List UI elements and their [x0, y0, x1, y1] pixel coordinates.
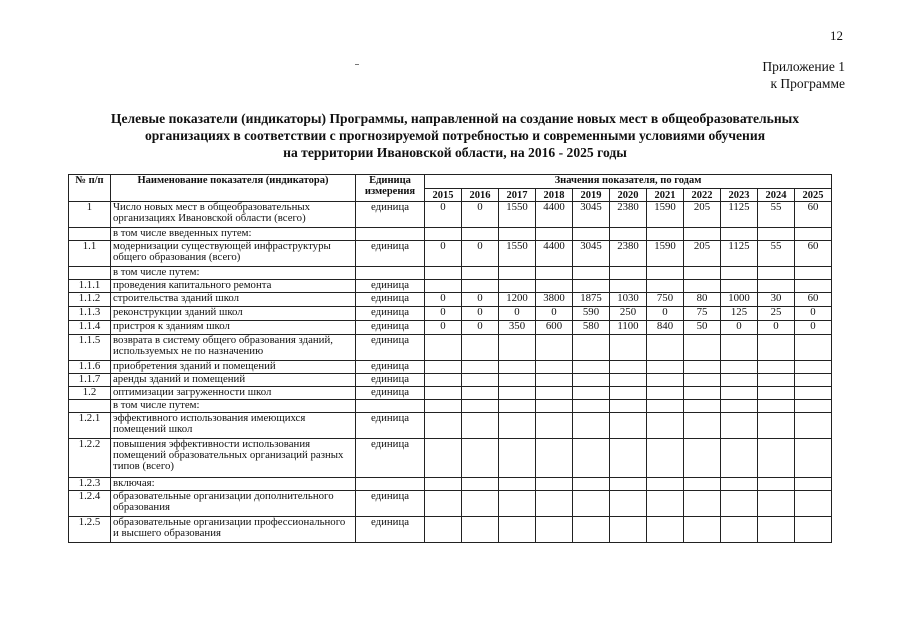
value-cell [684, 387, 721, 400]
value-cell [536, 478, 573, 491]
value-cell [499, 361, 536, 374]
value-cell [647, 439, 684, 478]
value-cell [647, 517, 684, 543]
value-cell [536, 361, 573, 374]
value-cell [795, 517, 832, 543]
unit-cell: единица [356, 413, 425, 439]
value-cell [462, 478, 499, 491]
value-cell [499, 374, 536, 387]
value-cell: 60 [795, 241, 832, 267]
table-row [69, 202, 832, 228]
row-number: 1.2 [69, 387, 111, 400]
value-cell [684, 400, 721, 413]
row-number: 1.2.5 [69, 517, 111, 543]
value-cell [647, 374, 684, 387]
value-cell [795, 491, 832, 517]
header-unit: Единица измерения [356, 175, 425, 202]
value-cell [758, 267, 795, 280]
value-cell [758, 228, 795, 241]
table-row [69, 280, 832, 293]
value-cell [684, 280, 721, 293]
value-cell [462, 267, 499, 280]
indicator-name: возврата в систему общего образования зданий, используемых не по назначению [111, 335, 356, 361]
value-cell [721, 491, 758, 517]
indicators-table [68, 174, 832, 543]
value-cell [647, 361, 684, 374]
value-cell [721, 387, 758, 400]
value-cell: 55 [758, 241, 795, 267]
scan-speck [355, 64, 359, 65]
table-row [69, 374, 832, 387]
page-number: 12 [830, 28, 843, 43]
value-cell: 0 [536, 307, 573, 321]
value-cell: 205 [684, 202, 721, 228]
value-cell [758, 413, 795, 439]
value-cell: 1550 [499, 202, 536, 228]
value-cell [795, 335, 832, 361]
value-cell [536, 280, 573, 293]
indicator-name: проведения капитального ремонта [111, 280, 356, 293]
unit-cell: единица [356, 202, 425, 228]
unit-cell: единица [356, 517, 425, 543]
indicator-name: Число новых мест в общеобразовательных организациях Ивановской области (всего) [111, 202, 356, 228]
row-number: 1.2.1 [69, 413, 111, 439]
value-cell: 2380 [610, 241, 647, 267]
value-cell [721, 517, 758, 543]
value-cell: 0 [425, 293, 462, 307]
indicator-name: в том числе путем: [111, 400, 356, 413]
value-cell [647, 280, 684, 293]
value-cell: 0 [425, 321, 462, 335]
value-cell [536, 413, 573, 439]
value-cell [462, 335, 499, 361]
value-cell [425, 267, 462, 280]
value-cell: 1030 [610, 293, 647, 307]
value-cell [462, 361, 499, 374]
value-cell: 0 [462, 293, 499, 307]
value-cell: 50 [684, 321, 721, 335]
value-cell [425, 374, 462, 387]
value-cell: 350 [499, 321, 536, 335]
value-cell [610, 439, 647, 478]
value-cell [499, 400, 536, 413]
value-cell [425, 361, 462, 374]
value-cell [721, 439, 758, 478]
value-cell [647, 387, 684, 400]
value-cell [795, 280, 832, 293]
value-cell: 60 [795, 202, 832, 228]
value-cell [610, 413, 647, 439]
value-cell: 0 [462, 307, 499, 321]
value-cell: 2380 [610, 202, 647, 228]
value-cell [647, 228, 684, 241]
header-year: 2016 [462, 189, 499, 202]
header-year: 2023 [721, 189, 758, 202]
value-cell [573, 439, 610, 478]
row-number: 1.1.6 [69, 361, 111, 374]
table-row [69, 241, 832, 267]
value-cell [795, 228, 832, 241]
table-row [69, 307, 832, 321]
value-cell [684, 374, 721, 387]
value-cell: 0 [462, 321, 499, 335]
value-cell [462, 439, 499, 478]
value-cell [499, 228, 536, 241]
value-cell [573, 335, 610, 361]
row-number: 1.1.2 [69, 293, 111, 307]
value-cell [573, 387, 610, 400]
value-cell: 750 [647, 293, 684, 307]
value-cell [425, 439, 462, 478]
value-cell [462, 387, 499, 400]
header-num: № п/п [69, 175, 111, 202]
value-cell [647, 335, 684, 361]
table-row [69, 335, 832, 361]
value-cell [610, 267, 647, 280]
value-cell [758, 517, 795, 543]
header-year: 2020 [610, 189, 647, 202]
value-cell [499, 335, 536, 361]
value-cell: 3045 [573, 202, 610, 228]
value-cell [499, 439, 536, 478]
header-year: 2019 [573, 189, 610, 202]
table-row [69, 228, 832, 241]
value-cell [573, 361, 610, 374]
value-cell [758, 400, 795, 413]
title-line-2: организациях в соответствии с прогнозируемой потребностью и современными условиями обучения [144, 128, 766, 143]
value-cell [721, 478, 758, 491]
value-cell: 0 [499, 307, 536, 321]
table-row [69, 439, 832, 478]
value-cell: 60 [795, 293, 832, 307]
value-cell: 0 [758, 321, 795, 335]
value-cell [499, 491, 536, 517]
header-name: Наименование показателя (индикатора) [111, 175, 356, 202]
value-cell [684, 335, 721, 361]
value-cell [573, 374, 610, 387]
value-cell [536, 400, 573, 413]
value-cell [536, 228, 573, 241]
value-cell [647, 413, 684, 439]
value-cell [462, 400, 499, 413]
indicator-name: включая: [111, 478, 356, 491]
unit-cell: единица [356, 361, 425, 374]
value-cell [795, 267, 832, 280]
document-title [60, 110, 850, 161]
unit-cell: единица [356, 241, 425, 267]
value-cell [758, 361, 795, 374]
value-cell: 600 [536, 321, 573, 335]
value-cell [610, 400, 647, 413]
table-row [69, 517, 832, 543]
value-cell: 250 [610, 307, 647, 321]
table-row [69, 413, 832, 439]
value-cell: 0 [425, 307, 462, 321]
value-cell: 3800 [536, 293, 573, 307]
row-number: 1 [69, 202, 111, 228]
unit-cell: единица [356, 321, 425, 335]
value-cell [425, 280, 462, 293]
value-cell [536, 335, 573, 361]
unit-cell: единица [356, 439, 425, 478]
value-cell [536, 517, 573, 543]
value-cell [462, 413, 499, 439]
value-cell [721, 228, 758, 241]
value-cell [462, 228, 499, 241]
value-cell [721, 374, 758, 387]
value-cell: 0 [425, 241, 462, 267]
indicator-name: строительства зданий школ [111, 293, 356, 307]
header-year: 2018 [536, 189, 573, 202]
value-cell: 0 [425, 202, 462, 228]
indicator-name: эффективного использования имеющихся помещений школ [111, 413, 356, 439]
value-cell: 1550 [499, 241, 536, 267]
indicator-name: образовательные организации дополнительного образования [111, 491, 356, 517]
value-cell [573, 267, 610, 280]
value-cell: 1200 [499, 293, 536, 307]
value-cell [795, 361, 832, 374]
row-number: 1.1.7 [69, 374, 111, 387]
value-cell [758, 374, 795, 387]
header-year: 2017 [499, 189, 536, 202]
indicator-name: оптимизации загруженности школ [111, 387, 356, 400]
value-cell [721, 413, 758, 439]
value-cell: 1590 [647, 241, 684, 267]
value-cell [499, 280, 536, 293]
value-cell [536, 491, 573, 517]
value-cell [684, 478, 721, 491]
value-cell [610, 478, 647, 491]
value-cell [684, 267, 721, 280]
value-cell [647, 478, 684, 491]
unit-cell [356, 400, 425, 413]
value-cell [573, 517, 610, 543]
appendix-line-2: к Программе [770, 76, 845, 91]
value-cell [721, 335, 758, 361]
value-cell [610, 335, 647, 361]
value-cell: 1875 [573, 293, 610, 307]
header-values: Значения показателя, по годам [425, 175, 832, 189]
row-number: 1.1.3 [69, 307, 111, 321]
value-cell [684, 228, 721, 241]
value-cell [684, 361, 721, 374]
value-cell: 4400 [536, 202, 573, 228]
value-cell: 580 [573, 321, 610, 335]
header-year: 2021 [647, 189, 684, 202]
value-cell: 205 [684, 241, 721, 267]
indicator-name: реконструкции зданий школ [111, 307, 356, 321]
row-number [69, 400, 111, 413]
table-row [69, 361, 832, 374]
value-cell: 30 [758, 293, 795, 307]
value-cell [647, 400, 684, 413]
value-cell [425, 491, 462, 517]
value-cell: 1590 [647, 202, 684, 228]
table-row [69, 321, 832, 335]
value-cell: 4400 [536, 241, 573, 267]
unit-cell: единица [356, 293, 425, 307]
table-row [69, 293, 832, 307]
unit-cell: единица [356, 280, 425, 293]
value-cell [462, 280, 499, 293]
unit-cell: единица [356, 335, 425, 361]
value-cell: 0 [795, 307, 832, 321]
row-number: 1.1.1 [69, 280, 111, 293]
value-cell: 0 [462, 241, 499, 267]
unit-cell: единица [356, 307, 425, 321]
row-number [69, 228, 111, 241]
header-year: 2025 [795, 189, 832, 202]
value-cell [610, 387, 647, 400]
value-cell [536, 387, 573, 400]
value-cell [499, 478, 536, 491]
value-cell: 1125 [721, 202, 758, 228]
row-number: 1.2.2 [69, 439, 111, 478]
value-cell [684, 491, 721, 517]
value-cell [647, 267, 684, 280]
value-cell [684, 439, 721, 478]
value-cell: 0 [462, 202, 499, 228]
value-cell [721, 267, 758, 280]
value-cell [610, 491, 647, 517]
value-cell: 125 [721, 307, 758, 321]
indicator-name: образовательные организации профессионального и высшего образования [111, 517, 356, 543]
value-cell [425, 400, 462, 413]
indicator-name: приобретения зданий и помещений [111, 361, 356, 374]
indicator-name: в том числе путем: [111, 267, 356, 280]
value-cell [758, 335, 795, 361]
value-cell [684, 517, 721, 543]
value-cell [795, 374, 832, 387]
appendix-line-1: Приложение 1 [762, 59, 845, 74]
header-year: 2015 [425, 189, 462, 202]
unit-cell [356, 478, 425, 491]
value-cell: 1125 [721, 241, 758, 267]
value-cell [573, 491, 610, 517]
value-cell [684, 413, 721, 439]
header-year: 2024 [758, 189, 795, 202]
value-cell [536, 374, 573, 387]
value-cell [721, 361, 758, 374]
value-cell [425, 517, 462, 543]
value-cell [758, 491, 795, 517]
header-year: 2022 [684, 189, 721, 202]
value-cell [462, 491, 499, 517]
value-cell: 0 [721, 321, 758, 335]
value-cell [499, 517, 536, 543]
value-cell [536, 439, 573, 478]
unit-cell: единица [356, 491, 425, 517]
value-cell [425, 478, 462, 491]
row-number: 1.1.5 [69, 335, 111, 361]
value-cell [425, 413, 462, 439]
table-row [69, 491, 832, 517]
value-cell [499, 413, 536, 439]
indicator-name: повышения эффективности использования помещений образовательных организаций разных типов (всего) [111, 439, 356, 478]
value-cell [647, 491, 684, 517]
value-cell [499, 387, 536, 400]
value-cell [425, 387, 462, 400]
value-cell [795, 439, 832, 478]
indicator-name: аренды зданий и помещений [111, 374, 356, 387]
table-row [69, 267, 832, 280]
unit-cell [356, 228, 425, 241]
value-cell: 1000 [721, 293, 758, 307]
value-cell: 25 [758, 307, 795, 321]
table-row [69, 478, 832, 491]
unit-cell: единица [356, 374, 425, 387]
value-cell [610, 374, 647, 387]
indicator-name: в том числе введенных путем: [111, 228, 356, 241]
value-cell: 0 [795, 321, 832, 335]
value-cell [462, 517, 499, 543]
value-cell: 75 [684, 307, 721, 321]
value-cell [425, 228, 462, 241]
value-cell [721, 280, 758, 293]
value-cell [573, 280, 610, 293]
value-cell: 590 [573, 307, 610, 321]
row-number: 1.2.3 [69, 478, 111, 491]
value-cell: 1100 [610, 321, 647, 335]
table-row [69, 400, 832, 413]
value-cell: 3045 [573, 241, 610, 267]
value-cell [573, 478, 610, 491]
value-cell [573, 228, 610, 241]
value-cell [795, 387, 832, 400]
unit-cell [356, 267, 425, 280]
value-cell: 80 [684, 293, 721, 307]
row-number: 1.1.4 [69, 321, 111, 335]
value-cell [573, 413, 610, 439]
value-cell: 0 [647, 307, 684, 321]
value-cell: 55 [758, 202, 795, 228]
value-cell [499, 267, 536, 280]
title-line-3: на территории Ивановской области, на 2016 - 2025 годы [283, 145, 627, 160]
unit-cell: единица [356, 387, 425, 400]
value-cell [610, 280, 647, 293]
value-cell [610, 517, 647, 543]
value-cell [758, 280, 795, 293]
appendix-label [762, 58, 845, 92]
value-cell [573, 400, 610, 413]
value-cell [462, 374, 499, 387]
row-number [69, 267, 111, 280]
value-cell [795, 478, 832, 491]
value-cell [425, 335, 462, 361]
value-cell [795, 413, 832, 439]
value-cell [758, 439, 795, 478]
row-number: 1.1 [69, 241, 111, 267]
indicator-name: модернизации существующей инфраструктуры общего образования (всего) [111, 241, 356, 267]
row-number: 1.2.4 [69, 491, 111, 517]
value-cell [721, 400, 758, 413]
value-cell [795, 400, 832, 413]
value-cell [610, 361, 647, 374]
value-cell [758, 478, 795, 491]
value-cell: 840 [647, 321, 684, 335]
value-cell [536, 267, 573, 280]
indicator-name: пристроя к зданиям школ [111, 321, 356, 335]
table-row [69, 387, 832, 400]
value-cell [610, 228, 647, 241]
title-line-1: Целевые показатели (индикаторы) Программы, направленной на создание новых мест в общеобразовательных [110, 111, 800, 126]
value-cell [758, 387, 795, 400]
